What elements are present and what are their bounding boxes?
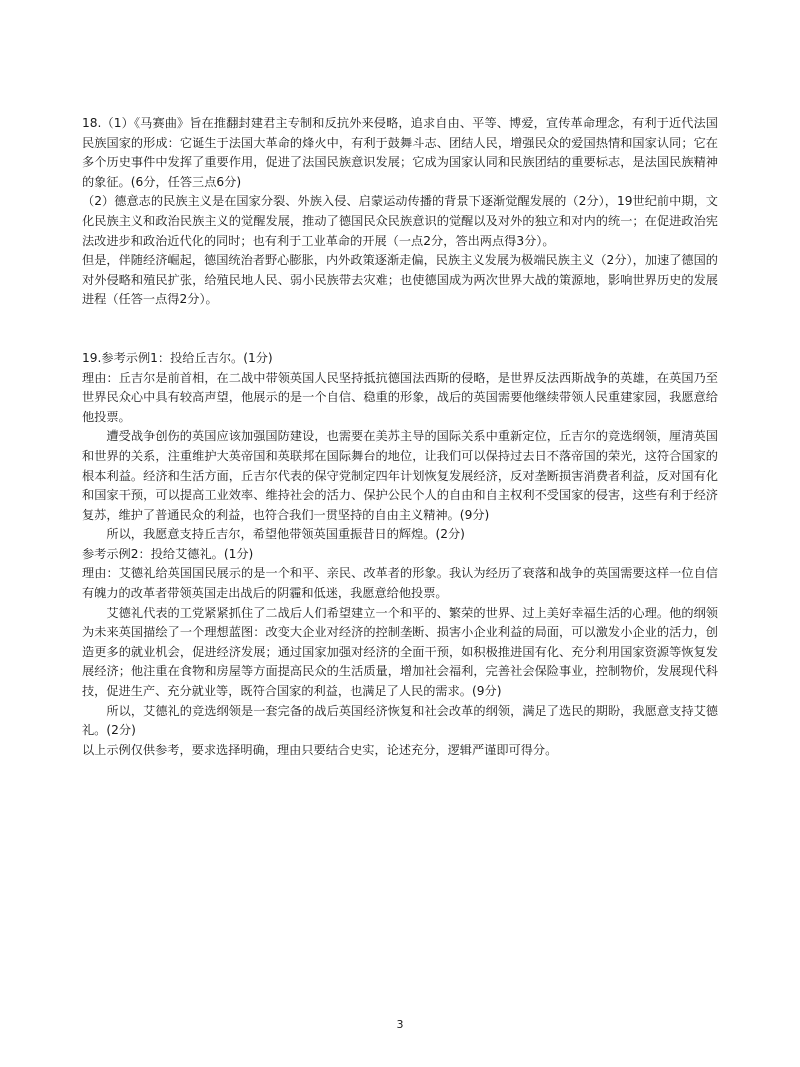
q18-part1: 18.（1）《马赛曲》旨在推翻封建君主专制和反抗外来侵略，追求自由、平等、博爱，宣传革命理念，有利于近代法国民族国家的形成：它诞生于法国大革命的烽火中，有利于鼓舞斗志、团结人民，增强民众的爱国热情和国家认同；它在多个历史事件中发挥了重要作用，促进了法国民族意识发展；它成为国家认同和民族团结的重要标志，是法国民族精神的象征。(6分，任答三点6分) [82, 116, 718, 189]
section-gap [82, 310, 718, 349]
q18-part3: 但是，伴随经济崛起，德国统治者野心膨胀，内外政策逐渐走偏，民族主义发展为极端民族主义（2分），加速了德国的对外侵略和殖民扩张，给殖民地人民、弱小民族带去灾难；也使德国成为两次世界大战的策源地，影响世界历史的发展进程（任答一点得2分）。 [82, 253, 718, 307]
q19-example1-conclusion: 所以，我愿意支持丘吉尔，希望他带领英国重振昔日的辉煌。(2分) [106, 527, 465, 542]
page-number: 3 [396, 1018, 404, 1031]
q19-note: 以上示例仅供参考，要求选择明确，理由只要结合史实，论述充分，逻辑严谨即可得分。 [82, 742, 558, 757]
q19-example1-reason: 理由：丘吉尔是前首相，在二战中带领英国人民坚持抵抗德国法西斯的侵略，是世界反法西斯战争的英雄，在英国乃至世界民众心中具有较高声望，他展示的是一个自信、稳重的形象，战后的英国需要他继续带领人民重建家园，我愿意给他投票。 [82, 370, 718, 424]
q19-example2-paragraph: 艾德礼代表的工党紧紧抓住了二战后人们希望建立一个和平的、繁荣的世界、过上美好幸福生活的心理。他的纲领为未来英国描绘了一个理想蓝图：改变大企业对经济的控制垄断、损害小企业利益的局面，可以激发小企业的活力，创造更多的就业机会，促进经济发展；通过国家加强对经济的全面干预，如积极推进国有化、充分利用国家资源等恢复发展经济；他注重在食物和房屋等方面提高民众的生活质量，增加社会福利，完善社会保险事业，控制物价，发展现代科技，促进生产、充分就业等，既符合国家的利益，也满足了人民的需求。(9分) [82, 605, 718, 699]
answer-text [82, 114, 718, 760]
q19-example1-title: 19.参考示例1：投给丘吉尔。(1分) [82, 350, 273, 365]
q19-example2-conclusion: 所以，艾德礼的竞选纲领是一套完备的战后英国经济恢复和社会改革的纲领，满足了选民的期盼，我愿意支持艾德礼。(2分) [82, 703, 718, 738]
q19-example2-title: 参考示例2：投给艾德礼。(1分) [82, 546, 254, 561]
q18-part2: （2）德意志的民族主义是在国家分裂、外族入侵、启蒙运动传播的背景下逐渐觉醒发展的（2分），19世纪前中期，文化民族主义和政治民族主义的觉醒发展，推动了德国民众民族意识的觉醒以及对外的独立和对内的统一；在促进政治宪法改进步和政治近代化的同时；也有利于工业革命的开展（一点2分，答出两点得3分）。 [82, 194, 718, 248]
q19-example1-paragraph: 遭受战争创伤的英国应该加强国防建设，也需要在美苏主导的国际关系中重新定位，丘吉尔的竞选纲领，厘清英国和世界的关系，注重维护大英帝国和英联邦在国际舞台的地位，让我们可以保持过去日不落帝国的荣光，这符合国家的根本利益。经济和生活方面，丘吉尔代表的保守党制定四年计划恢复发展经济，反对垄断损害消费者利益，反对国有化和国家干预，可以提高工业效率、维持社会的活力、保护公民个人的自由和自主权利不受国家的侵害，这些有利于经济复苏，维护了普通民众的利益，也符合我们一贯坚持的自由主义精神。(9分) [82, 429, 718, 522]
q19-example2-reason: 理由：艾德礼给英国国民展示的是一个和平、亲民、改革者的形象。我认为经历了衰落和战争的英国需要这样一位自信有魄力的改革者带领英国走出战后的阴霾和低迷，我愿意给他投票。 [82, 566, 718, 601]
